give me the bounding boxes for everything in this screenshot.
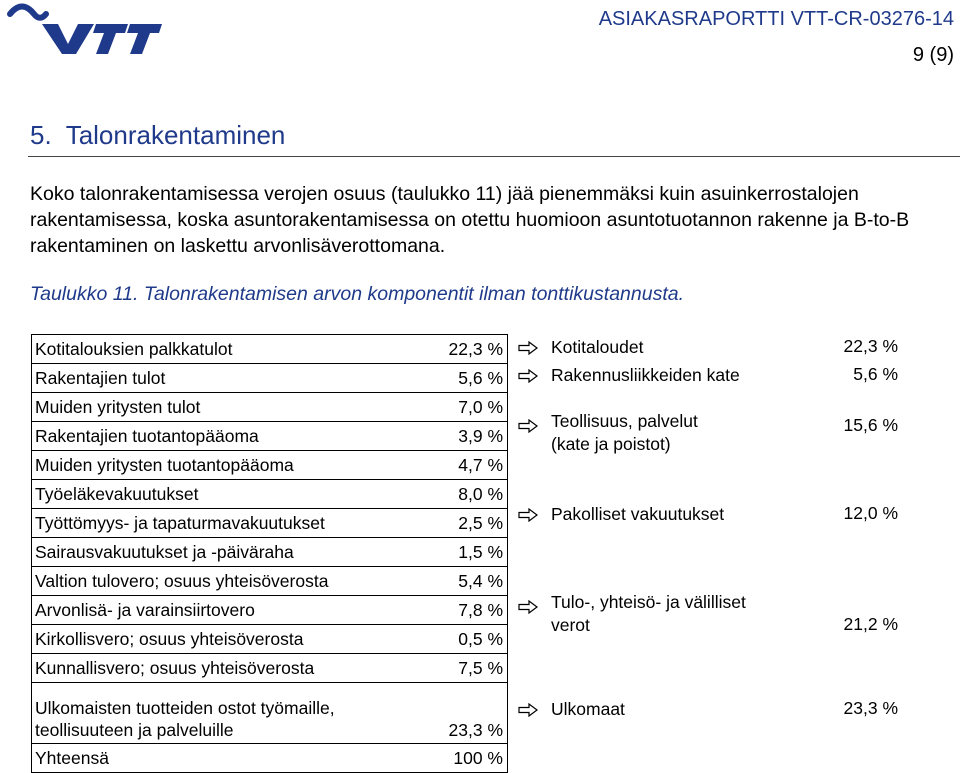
row-value: 7,0 % <box>434 393 508 422</box>
summary-label-line: Rakennusliikkeiden kate <box>551 365 740 385</box>
row-value: 4,7 % <box>434 451 508 480</box>
row-label: Työeläkevakuutukset <box>32 480 435 509</box>
row-label: Työttömyys- ja tapaturmavakuutukset <box>32 509 435 538</box>
summary-label-line: Pakolliset vakuutukset <box>551 504 725 524</box>
row-value: 0,5 % <box>434 625 508 654</box>
summary-value: 22,3 % <box>843 336 898 356</box>
table-row <box>32 509 508 538</box>
summary-label-line: verot <box>551 615 590 635</box>
table-row <box>32 625 508 654</box>
summary-label-line: (kate ja poistot) <box>551 434 671 454</box>
summary-label <box>551 591 746 637</box>
page-number: 9 (9) <box>912 44 954 66</box>
summary-label <box>551 336 643 359</box>
table-row <box>32 596 508 625</box>
row-value: 22,3 % <box>434 335 508 364</box>
section-title-text: Talonrakentaminen <box>65 120 286 150</box>
row-label: Ulkomaisten tuotteiden ostot työmaille, teollisuuteen ja palveluille <box>32 683 435 744</box>
title-divider <box>28 156 960 157</box>
summary-label <box>551 698 625 721</box>
row-value: 2,5 % <box>434 509 508 538</box>
row-label: Rakentajien tulot <box>32 364 435 393</box>
row-value: 100 % <box>434 744 508 773</box>
right-arrow-outline-icon <box>518 508 538 522</box>
row-value: 23,3 % <box>434 683 508 744</box>
right-arrow-outline-icon <box>518 369 538 383</box>
summary-label <box>551 410 698 456</box>
summary-label-line: Teollisuus, palvelut <box>551 411 698 431</box>
table-row <box>32 683 508 744</box>
table-row <box>32 744 508 773</box>
right-arrow-outline-icon <box>518 600 538 614</box>
summary-label-line: Ulkomaat <box>551 699 625 719</box>
row-value: 5,6 % <box>434 364 508 393</box>
summary-label-line: Tulo-, yhteisö- ja välilliset <box>551 592 746 612</box>
row-value: 7,8 % <box>434 596 508 625</box>
row-label: Rakentajien tuotantopääoma <box>32 422 435 451</box>
row-label: Muiden yritysten tulot <box>32 393 435 422</box>
table-row <box>32 393 508 422</box>
table-row <box>32 335 508 364</box>
row-value: 8,0 % <box>434 480 508 509</box>
summary-label-line: Kotitaloudet <box>551 337 644 357</box>
right-arrow-outline-icon <box>518 419 538 433</box>
section-number: 5. <box>30 120 52 150</box>
row-label: Kirkollisvero; osuus yhteisöverosta <box>32 625 435 654</box>
table-row <box>32 567 508 596</box>
right-arrow-outline-icon <box>518 703 538 717</box>
summary-value: 21,2 % <box>843 614 898 634</box>
table-row <box>32 654 508 683</box>
section-title <box>30 120 285 151</box>
row-value: 7,5 % <box>434 654 508 683</box>
row-label: Kunnallisvero; osuus yhteisöverosta <box>32 654 435 683</box>
row-label: Muiden yritysten tuotantopääoma <box>32 451 435 480</box>
table-row <box>32 480 508 509</box>
row-label: Yhteensä <box>32 744 435 773</box>
row-value: 5,4 % <box>434 567 508 596</box>
summary-value: 5,6 % <box>853 364 898 384</box>
report-id: ASIAKASRAPORTTI VTT-CR-03276-14 <box>598 8 954 30</box>
summary-value: 15,6 % <box>843 415 898 435</box>
row-label: Kotitalouksien palkkatulot <box>32 335 435 364</box>
table-caption: Taulukko 11. Talonrakentamisen arvon komponentit ilman tonttikustannusta. <box>30 283 685 305</box>
row-value: 3,9 % <box>434 422 508 451</box>
table-row <box>32 422 508 451</box>
row-label: Sairausvakuutukset ja -päiväraha <box>32 538 435 567</box>
table-row <box>32 364 508 393</box>
intro-paragraph: Koko talonrakentamisessa verojen osuus (taulukko 11) jää pienemmäksi kuin asuinkerrostalojen rakentamisessa, koska asuntorakentamisessa on otettu huomioon asuntotuotannon rakenne ja B-to-B rakentaminen on laskettu arvonlisäverottomana. <box>30 183 910 257</box>
row-label: Arvonlisä- ja varainsiirtovero <box>32 596 435 625</box>
summary-label <box>551 364 740 387</box>
summary-value: 23,3 % <box>843 698 898 718</box>
components-table <box>31 334 508 773</box>
table-row <box>32 451 508 480</box>
table-row <box>32 538 508 567</box>
row-value: 1,5 % <box>434 538 508 567</box>
row-label: Valtion tulovero; osuus yhteisöverosta <box>32 567 435 596</box>
summary-label <box>551 503 724 526</box>
summary-value: 12,0 % <box>843 503 898 523</box>
right-arrow-outline-icon <box>518 341 538 355</box>
vtt-logo <box>4 0 164 58</box>
